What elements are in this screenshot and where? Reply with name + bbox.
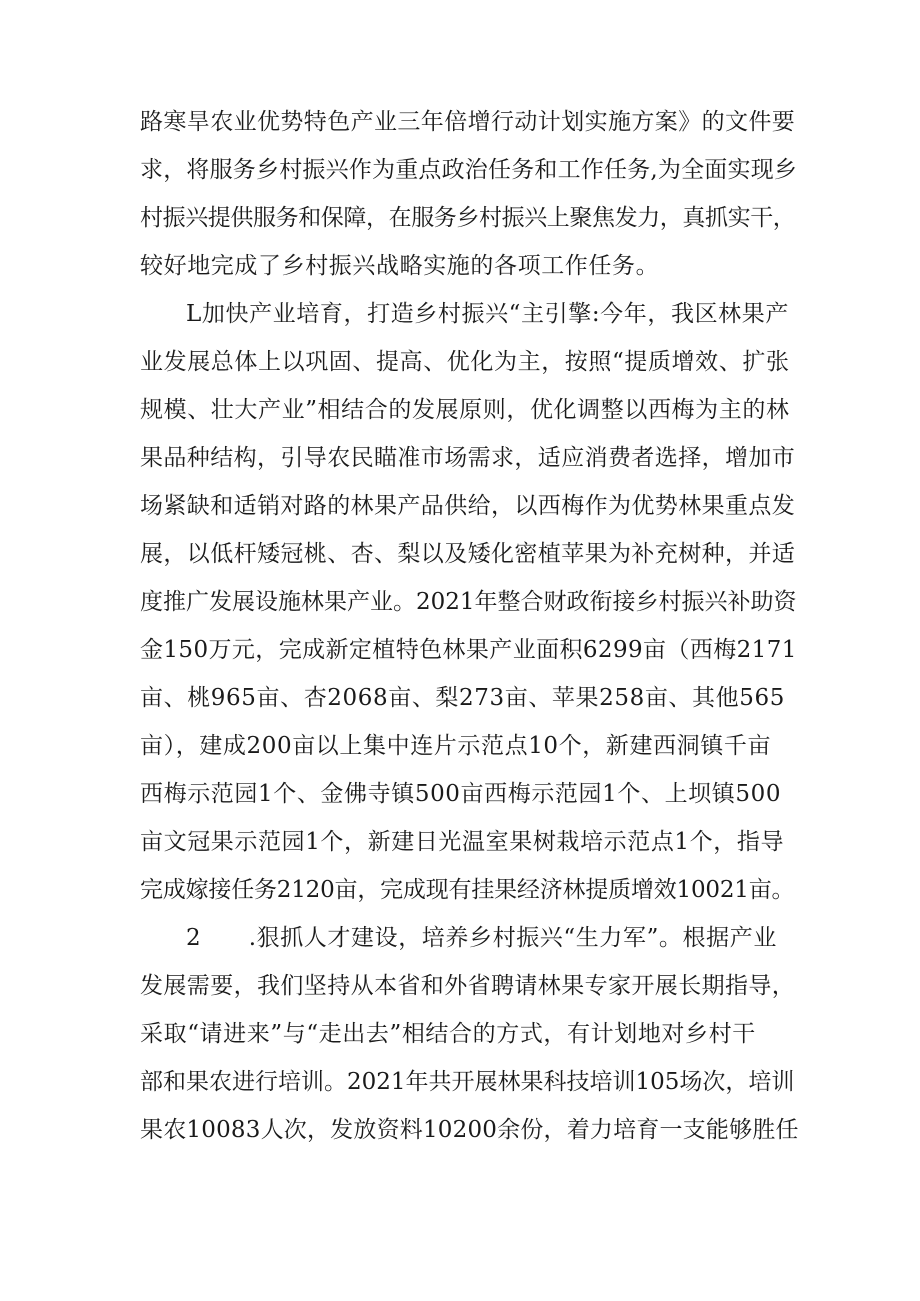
paragraph-line: 业发展总体上以巩固、提高、优化为主，按照“提质增效、扩张 bbox=[140, 349, 790, 375]
paragraph-line: 场紧缺和适销对路的林果产品供给，以西梅作为优势林果重点发 bbox=[140, 493, 796, 519]
paragraph-line: 果品种结构，引导农民瞄准市场需求，适应消费者选择，增加市 bbox=[140, 445, 796, 471]
paragraph-line: 亩），建成200亩以上集中连片示范点10个，新建西洞镇千亩 bbox=[140, 733, 772, 759]
section-heading-line: 2 .狠抓人才建设，培养乡村振兴“生力军”。根据产业 bbox=[186, 925, 777, 951]
paragraph-line: 度推广发展设施林果产业。2021年整合财政衔接乡村振兴补助资 bbox=[140, 589, 797, 615]
paragraph-line: 亩文冠果示范园1个，新建日光温室果树栽培示范点1个，指导 bbox=[140, 829, 785, 855]
paragraph-line: 部和果农进行培训。2021年共开展林果科技培训105场次，培训 bbox=[140, 1069, 795, 1095]
paragraph-line: 村振兴提供服务和保障，在服务乡村振兴上聚焦发力，真抓实干， bbox=[140, 205, 796, 231]
paragraph-line: 路寒旱农业优势特色产业三年倍增行动计划实施方案》的文件要 bbox=[140, 109, 796, 135]
paragraph-line: 展，以低杆矮冠桃、杏、梨以及矮化密植苹果为补充树种，并适 bbox=[140, 541, 796, 567]
paragraph-line: 规模、壮大产业”相结合的发展原则，优化调整以西梅为主的林 bbox=[140, 397, 790, 423]
paragraph-line: 金150万元，完成新定植特色林果产业面积6299亩（西梅2171 bbox=[140, 637, 797, 663]
paragraph-line: 西梅示范园1个、金佛寺镇500亩西梅示范园1个、上坝镇500 bbox=[140, 781, 782, 807]
paragraph-line: 发展需要，我们坚持从本省和外省聘请林果专家开展长期指导， bbox=[140, 973, 796, 999]
paragraph-line: 完成嫁接任务2120亩，完成现有挂果经济林提质增效10021亩。 bbox=[140, 877, 795, 903]
paragraph-line: 求，将服务乡村振兴作为重点政治任务和工作任务,为全面实现乡 bbox=[140, 157, 798, 183]
paragraph-line: 亩、桃965亩、杏2068亩、梨273亩、苹果258亩、其他565 bbox=[140, 685, 785, 711]
paragraph-line: 较好地完成了乡村振兴战略实施的各项工作任务。 bbox=[140, 253, 660, 279]
paragraph-line: 采取“请进来”与“走出去”相结合的方式，有计划地对乡村干 bbox=[140, 1021, 756, 1047]
section-heading-line: L加快产业培育，打造乡村振兴“主引擎:今年，我区林果产 bbox=[186, 301, 789, 327]
paragraph-line: 果农10083人次，发放资料10200余份，着力培育一支能够胜任 bbox=[140, 1117, 799, 1143]
